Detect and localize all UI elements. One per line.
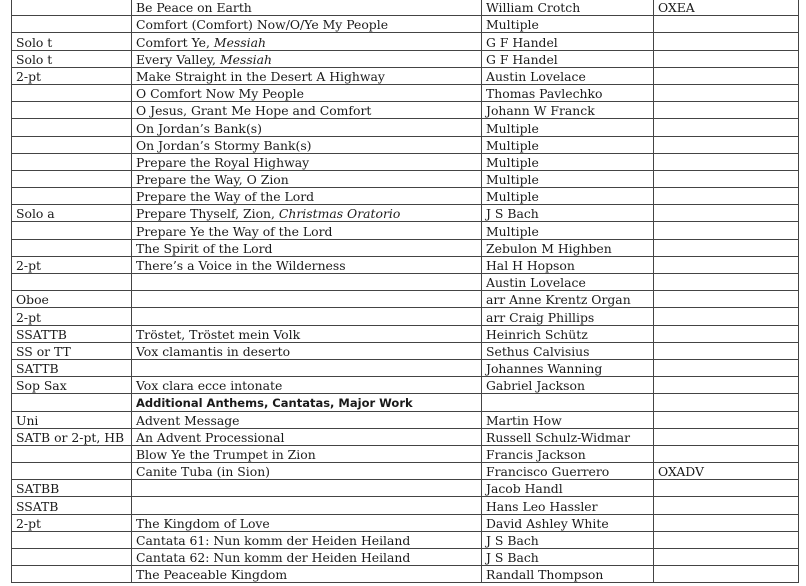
publisher-cell	[654, 445, 799, 462]
table-row	[12, 411, 799, 428]
voicing-cell: Solo a	[12, 205, 132, 222]
publisher-cell	[654, 136, 799, 153]
composer-cell: Multiple	[482, 153, 654, 170]
title-text: Comfort (Comfort) Now/O/Ye My People	[136, 17, 389, 33]
voicing-cell: SSATTB	[12, 325, 132, 342]
table-row	[12, 205, 799, 222]
table-row	[12, 566, 799, 583]
publisher-cell	[654, 50, 799, 67]
title-cell	[132, 377, 482, 394]
table-row	[12, 84, 799, 101]
title-text: There’s a Voice in the Wilderness	[136, 258, 346, 273]
title-cell	[132, 67, 482, 84]
voicing-cell	[12, 531, 132, 548]
publisher-cell	[654, 256, 799, 273]
composer-cell: J S Bach	[482, 205, 654, 222]
title-text: Advent Message	[136, 412, 240, 428]
publisher-cell: OXADV	[654, 463, 799, 480]
title-cell	[132, 308, 482, 325]
publisher-cell	[654, 84, 799, 101]
title-text: Prepare the Way, O Zion	[136, 172, 289, 188]
title-cell	[132, 445, 482, 462]
composer-cell: Johannes Wanning	[482, 359, 654, 376]
voicing-cell: SS or TT	[12, 342, 132, 359]
publisher-cell	[654, 239, 799, 256]
title-text: Cantata 61: Nun komm der Heiden Heiland	[136, 533, 411, 548]
composer-cell: Martin How	[482, 411, 654, 428]
table-row	[12, 497, 799, 514]
composer-cell: arr Craig Phillips	[482, 308, 654, 325]
voicing-cell	[12, 0, 132, 16]
title-text: Prepare the Way of the Lord	[136, 189, 315, 205]
table-row	[12, 377, 799, 394]
title-text: Make Straight in the Desert A Highway	[136, 68, 385, 84]
title-cell	[132, 497, 482, 514]
composer-cell: Multiple	[482, 170, 654, 187]
voicing-cell: Oboe	[12, 291, 132, 308]
composer-cell: G F Handel	[482, 50, 654, 67]
title-cell	[132, 514, 482, 531]
voicing-cell	[12, 394, 132, 411]
table-row	[12, 136, 799, 153]
title-cell	[132, 102, 482, 119]
title-text: Be Peace on Earth	[136, 0, 252, 16]
publisher-cell	[654, 16, 799, 33]
composer-cell: Jacob Handl	[482, 480, 654, 497]
composer-cell: Multiple	[482, 188, 654, 205]
title-cell	[132, 359, 482, 376]
publisher-cell	[654, 325, 799, 342]
title-cell	[132, 411, 482, 428]
table-body	[12, 0, 799, 583]
voicing-cell: Sop Sax	[12, 377, 132, 394]
table-row	[12, 16, 799, 33]
voicing-cell	[12, 153, 132, 170]
publisher-cell	[654, 188, 799, 205]
title-cell	[132, 205, 482, 222]
composer-cell: Hal H Hopson	[482, 256, 654, 273]
work-title-text: Messiah	[213, 34, 266, 50]
title-cell	[132, 84, 482, 101]
table-row	[12, 102, 799, 119]
composer-cell: Sethus Calvisius	[482, 342, 654, 359]
publisher-cell	[654, 274, 799, 291]
composer-cell: Austin Lovelace	[482, 67, 654, 84]
title-text: The Spirit of the Lord	[136, 240, 273, 256]
title-cell	[132, 428, 482, 445]
composer-cell: Thomas Pavlechko	[482, 84, 654, 101]
composer-cell: J S Bach	[482, 549, 654, 566]
composer-cell: J S Bach	[482, 531, 654, 548]
composer-cell: Zebulon M Highben	[482, 239, 654, 256]
voicing-cell	[12, 136, 132, 153]
table-row	[12, 50, 799, 67]
title-text: Additional Anthems, Cantatas, Major Work	[136, 395, 413, 410]
voicing-cell	[12, 170, 132, 187]
composer-cell: Francisco Guerrero	[482, 463, 654, 480]
publisher-cell: OXEA	[654, 0, 799, 16]
voicing-cell: SATB or 2-pt, HB	[12, 428, 132, 445]
publisher-cell	[654, 291, 799, 308]
table-row	[12, 428, 799, 445]
title-text: Prepare the Royal Highway	[136, 154, 310, 170]
composer-cell: Hans Leo Hassler	[482, 497, 654, 514]
table-row	[12, 239, 799, 256]
voicing-cell	[12, 188, 132, 205]
publisher-cell	[654, 308, 799, 325]
table-row	[12, 463, 799, 480]
table-row	[12, 359, 799, 376]
voicing-cell	[12, 16, 132, 33]
voicing-cell: Solo t	[12, 50, 132, 67]
publisher-cell	[654, 566, 799, 583]
title-text: Vox clara ecce intonate	[136, 378, 283, 394]
title-cell	[132, 50, 482, 67]
title-cell	[132, 325, 482, 342]
publisher-cell	[654, 549, 799, 566]
title-text: On Jordan’s Stormy Bank(s)	[136, 137, 312, 153]
publisher-cell	[654, 170, 799, 187]
voicing-cell: Solo t	[12, 33, 132, 50]
voicing-cell	[12, 239, 132, 256]
section-heading-row	[12, 394, 799, 411]
title-text: Prepare Ye the Way of the Lord	[136, 223, 333, 239]
publisher-cell	[654, 33, 799, 50]
voicing-cell: 2-pt	[12, 514, 132, 531]
title-cell	[132, 463, 482, 480]
table-row	[12, 0, 799, 16]
composer-cell: Heinrich Schütz	[482, 325, 654, 342]
table-row	[12, 274, 799, 291]
title-cell	[132, 566, 482, 583]
title-cell	[132, 549, 482, 566]
music-listing-table	[11, 0, 799, 583]
composer-cell: Johann W Franck	[482, 102, 654, 119]
table-row	[12, 33, 799, 50]
title-cell	[132, 136, 482, 153]
publisher-cell	[654, 480, 799, 497]
voicing-cell	[12, 549, 132, 566]
title-cell	[132, 170, 482, 187]
composer-cell: Randall Thompson	[482, 566, 654, 583]
title-text: O Comfort Now My People	[136, 86, 304, 102]
composer-cell: Multiple	[482, 136, 654, 153]
voicing-cell	[12, 566, 132, 583]
table-row	[12, 445, 799, 462]
title-cell	[132, 33, 482, 50]
publisher-cell	[654, 102, 799, 119]
voicing-cell: 2-pt	[12, 256, 132, 273]
voicing-cell	[12, 274, 132, 291]
title-cell	[132, 16, 482, 33]
voicing-cell	[12, 445, 132, 462]
publisher-cell	[654, 377, 799, 394]
title-cell	[132, 222, 482, 239]
title-text: Comfort Ye,	[136, 34, 214, 50]
publisher-cell	[654, 359, 799, 376]
title-cell	[132, 256, 482, 273]
composer-cell: Russell Schulz-Widmar	[482, 428, 654, 445]
publisher-cell	[654, 497, 799, 514]
publisher-cell	[654, 119, 799, 136]
voicing-cell: SATTB	[12, 359, 132, 376]
composer-cell: Multiple	[482, 222, 654, 239]
voicing-cell	[12, 84, 132, 101]
table-row	[12, 67, 799, 84]
composer-cell: Gabriel Jackson	[482, 377, 654, 394]
title-text: The Kingdom of Love	[136, 515, 270, 531]
publisher-cell	[654, 67, 799, 84]
voicing-cell	[12, 222, 132, 239]
table-row	[12, 170, 799, 187]
publisher-cell	[654, 514, 799, 531]
composer-cell: G F Handel	[482, 33, 654, 50]
title-cell	[132, 531, 482, 548]
table-row	[12, 480, 799, 497]
title-text: Blow Ye the Trumpet in Zion	[136, 447, 316, 463]
table-row	[12, 325, 799, 342]
composer-cell: David Ashley White	[482, 514, 654, 531]
voicing-cell: 2-pt	[12, 308, 132, 325]
table-row	[12, 188, 799, 205]
work-title-text: Christmas Oratorio	[278, 206, 401, 222]
composer-cell	[482, 394, 654, 411]
table-row	[12, 531, 799, 548]
title-cell	[132, 480, 482, 497]
title-text: Vox clamantis in deserto	[136, 343, 291, 359]
table-row	[12, 153, 799, 170]
publisher-cell	[654, 153, 799, 170]
title-text: Tröstet, Tröstet mein Volk	[136, 326, 301, 342]
composer-cell: Austin Lovelace	[482, 274, 654, 291]
voicing-cell: 2-pt	[12, 67, 132, 84]
table-row	[12, 549, 799, 566]
voicing-cell	[12, 119, 132, 136]
title-cell	[132, 274, 482, 291]
title-text: Cantata 62: Nun komm der Heiden Heiland	[136, 550, 411, 566]
section-heading	[132, 394, 482, 411]
title-text: Prepare Thyself, Zion,	[136, 206, 279, 222]
voicing-cell: SATBB	[12, 480, 132, 497]
title-text: On Jordan’s Bank(s)	[136, 120, 262, 136]
publisher-cell	[654, 428, 799, 445]
title-text: Every Valley,	[136, 51, 220, 67]
composer-cell: William Crotch	[482, 0, 654, 16]
work-title-text: Messiah	[219, 51, 273, 67]
title-text: An Advent Processional	[136, 429, 285, 445]
title-cell	[132, 188, 482, 205]
table-row	[12, 308, 799, 325]
voicing-cell: SSATB	[12, 497, 132, 514]
publisher-cell	[654, 342, 799, 359]
table-row	[12, 342, 799, 359]
title-text: The Peaceable Kingdom	[136, 567, 288, 583]
title-cell	[132, 342, 482, 359]
voicing-cell	[12, 102, 132, 119]
publisher-cell	[654, 531, 799, 548]
title-cell	[132, 239, 482, 256]
composer-cell: arr Anne Krentz Organ	[482, 291, 654, 308]
table-row	[12, 514, 799, 531]
composer-cell: Francis Jackson	[482, 445, 654, 462]
table-row	[12, 222, 799, 239]
composer-cell: Multiple	[482, 119, 654, 136]
publisher-cell	[654, 222, 799, 239]
title-cell	[132, 0, 482, 16]
table-row	[12, 291, 799, 308]
publisher-cell	[654, 205, 799, 222]
table-row	[12, 119, 799, 136]
title-cell	[132, 153, 482, 170]
voicing-cell	[12, 463, 132, 480]
publisher-cell	[654, 411, 799, 428]
title-cell	[132, 291, 482, 308]
title-cell	[132, 119, 482, 136]
title-text: Canite Tuba (in Sion)	[136, 464, 271, 480]
title-text: O Jesus, Grant Me Hope and Comfort	[136, 103, 372, 119]
publisher-cell	[654, 394, 799, 411]
table-row	[12, 256, 799, 273]
composer-cell: Multiple	[482, 16, 654, 33]
voicing-cell: Uni	[12, 411, 132, 428]
